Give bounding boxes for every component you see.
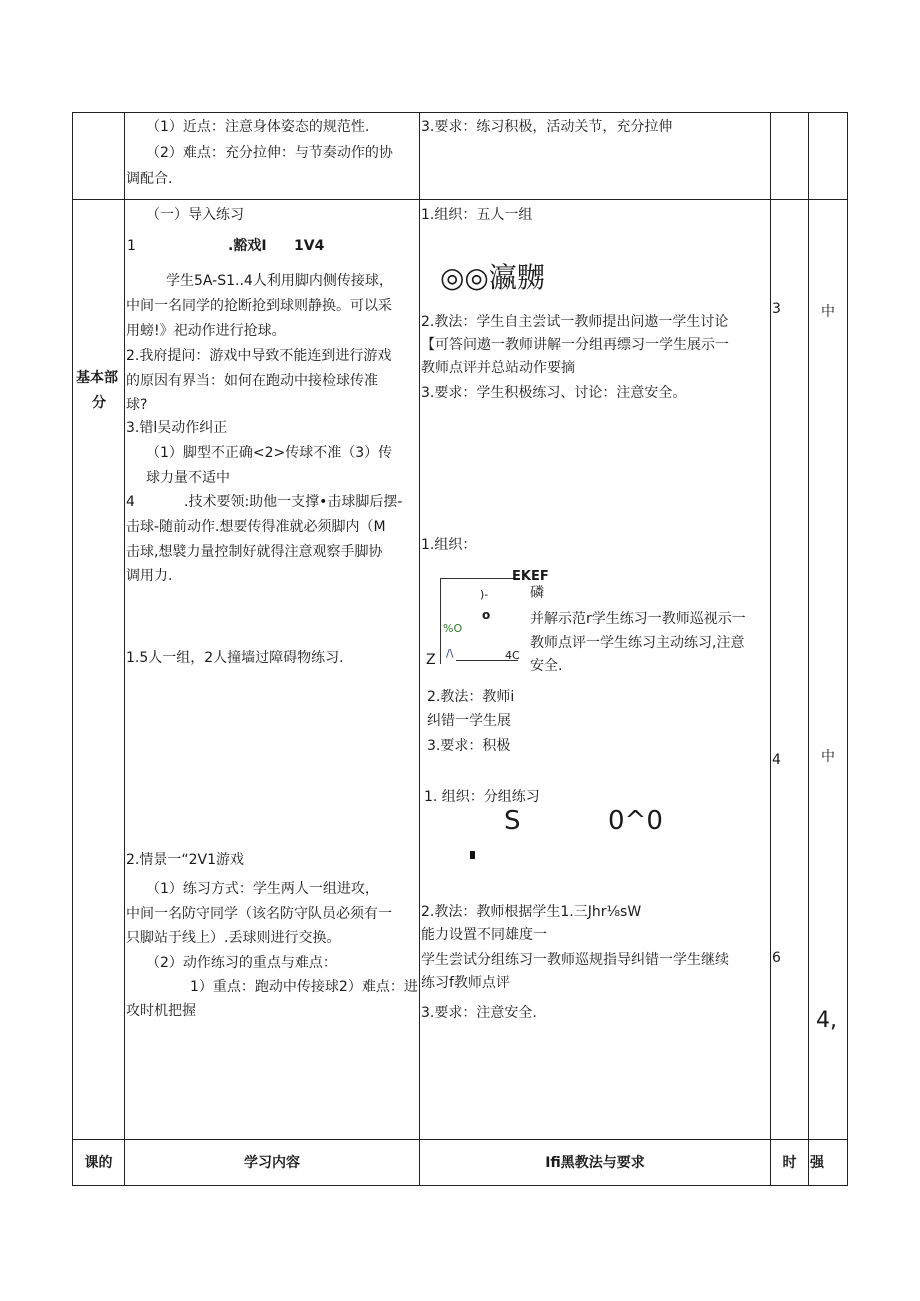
content-l04: 中间一名同学的抢断抢到球则静换。可以采 [126,298,392,314]
content-l19: 中间一名防守同学（该名防守队员必须有一 [126,906,392,922]
content-l14: 击球,想襞力量控制好就得注意观察手脚协 [126,544,383,560]
method-l05: 教师点评并总站动作要摘 [421,360,575,376]
hline-row1-bottom [72,199,848,200]
header-time: 时 [782,1155,797,1171]
hline-row2-bottom [72,1139,848,1140]
method-l14: 能力设置不同雄度一 [421,927,547,943]
diagram-top-border [440,578,520,579]
vline-0 [72,112,73,1186]
vline-3 [770,112,771,1186]
method-l10: 3.要求：积极 [427,738,511,754]
header-learning-content: 学习内容 [244,1155,300,1171]
diagram-label-c: %O [443,622,463,635]
header-intensity: 强 [810,1155,824,1171]
content-l07: 的原因有界当：如何在跑动中接检球传准 [126,373,378,389]
diagram-label-e: /\ [446,647,454,660]
time-value-3: 6 [772,950,781,966]
method-l13: 2.教法：教师根据学生1.三Jhr⅛sW [421,904,642,920]
time-value-1: 3 [772,301,781,317]
method-l03: 2.教法：学生自主尝试一教师提出问遨一学生讨论 [421,314,729,330]
intensity-value-1: 中 [821,304,835,320]
section-label-part: 分 [92,395,106,411]
diagram-label-a: )- [480,588,489,601]
diagram-label-b: o [482,608,491,622]
row1-content-line3: 调配合. [126,171,173,187]
content-l05: 用螃!》祀动作进行抢球。 [126,323,286,339]
row1-content-line1: （1）近点：注意身体姿态的规范性. [146,119,370,135]
content-l22: 1）重点：跑动中传接球2）难点：进 [190,979,418,995]
content-l01: （一）导入练习 [146,207,244,223]
row1-content-line2: （2）难点：充分拉伸：与节奏动作的协 [146,145,393,161]
intensity-value-2: 中 [821,749,835,765]
method-l17: 3.要求：注意安全. [421,1005,537,1021]
hline-top [72,112,848,113]
method-l12-s: S [504,806,521,836]
method-l12-circles: 0^0 [608,806,663,836]
content-l12b: .技术要领:助他一支撑•击球脚后摆- [184,494,403,510]
method-l06: 3.要求：学生积极练习、讨论：注意安全。 [421,385,687,401]
diagram-left-border [440,578,441,664]
method-l15: 学生尝试分组练习一教师巡规指导纠错一学生继续 [421,952,729,968]
content-l02b: .豁戏I [228,238,267,254]
content-l21: （2）动作练习的重点与难点： [146,955,337,971]
vline-1 [124,112,125,1186]
diagram-label-d: Z [426,652,436,668]
method-diagram-j: 安全. [530,658,563,674]
header-lesson-part: 课的 [84,1155,113,1171]
content-l02c: 1V4 [294,238,325,254]
content-l08: 球? [126,397,148,413]
content-l20: 只脚站于线上）.丢球则进行交换。 [126,930,341,946]
vline-2 [419,112,420,1186]
content-l02a: 1 [127,238,136,254]
content-l23: 攻时机把握 [126,1003,196,1019]
time-value-2: 4 [772,752,781,768]
vline-5 [847,112,848,1186]
intensity-value-3: 4, [816,1008,837,1033]
method-l01: 1.组织：五人一组 [421,207,533,223]
content-l16: 1.5人一组，2人撞墙过障碍物练习. [126,650,344,666]
method-l08: 2.教法：教师i [427,689,515,705]
diagram-label-f: 4C [505,649,520,662]
method-diagram-h: 并解示范r学生练习一教师巡视示一 [530,611,746,627]
content-l03: 学生5A-S1..4人利用脚内侧传接球， [166,273,393,289]
content-l17: 2.情景一“2V1游戏 [126,852,245,868]
content-l13: 击球-随前动作.想要传得准就必须脚内（M [126,519,386,535]
method-l11: 1. 组织：分组练习 [424,789,540,805]
method-l07: 1.组织： [421,537,477,553]
hline-bottom [72,1185,848,1186]
header-method-requirements: Ifi黑教法与要求 [545,1155,645,1171]
content-l09: 3.错l吴动作纠正 [126,420,228,436]
row1-method-line1: 3.要求：练习积极，活动关节，充分拉伸 [421,119,673,135]
method-diagram-i: 教师点评一学生练习主动练习,注意 [530,635,745,651]
method-l04: 【可答问遨一教师讲解一分组再缥习一学生展示一 [421,337,729,353]
content-l18: （1）练习方式：学生两人一组进攻， [146,881,379,897]
method-diagram-g: 磷 [530,585,544,601]
content-l06: 2.我府提问：游戏中导致不能连到进行游戏 [126,348,392,364]
method-l16: 练习f教师点评 [421,975,510,991]
vline-4 [808,112,809,1186]
content-l15: 调用力. [126,568,173,584]
content-l11: 球力量不适中 [146,470,230,486]
content-l12a: 4 [126,494,135,510]
section-label-basic: 基本部 [76,370,118,386]
diagram-label-ekef: EKEF [512,569,549,584]
method-l02-formation: ◎◎瀛嬲 [440,261,545,294]
method-marker-square [470,851,475,859]
method-l09: 纠错一学生展 [427,713,511,729]
content-l10: （1）脚型不正确<2>传球不准（3）传 [146,445,393,461]
